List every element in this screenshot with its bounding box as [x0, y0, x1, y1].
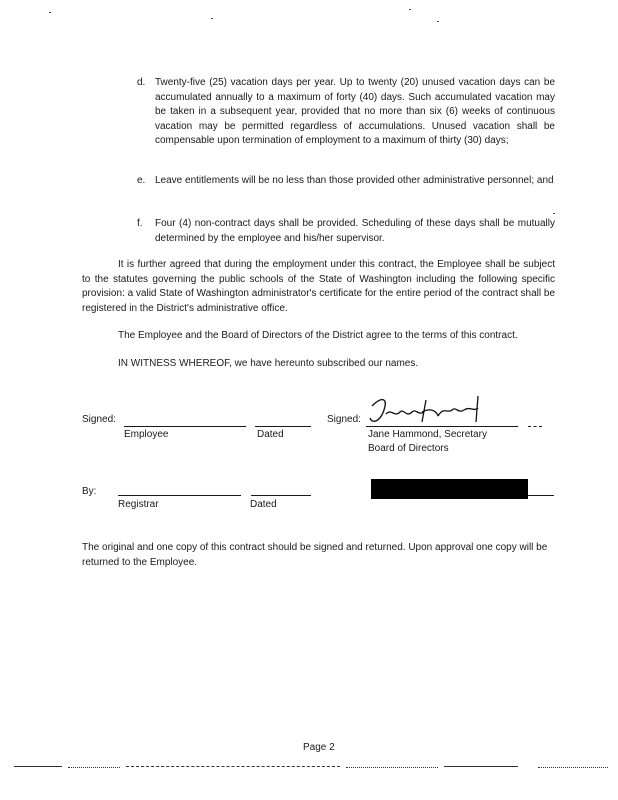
registrar-label: Registrar [118, 499, 159, 510]
dated-label-1: Dated [257, 429, 284, 440]
by-label: By: [82, 486, 97, 497]
return-instructions-paragraph: The original and one copy of this contract should be signed and returned. Upon approval one copy will be returned to the Employee. [82, 542, 548, 568]
registrar-date-line[interactable] [251, 495, 311, 496]
scan-speck [553, 213, 555, 214]
list-item-text: Leave entitlements will be no less than those provided other administrative personnel; and [155, 175, 554, 186]
footer-scan-line [346, 767, 438, 768]
terms-paragraph: The Employee and the Board of Directors of the District agree to the terms of this contract. [118, 330, 518, 341]
employee-signature-line[interactable] [124, 426, 246, 427]
footer-scan-line [14, 766, 62, 767]
employee-label: Employee [124, 429, 169, 440]
list-marker: e. [137, 175, 146, 186]
dated-label-2: Dated [250, 499, 277, 510]
secretary-date-line[interactable] [528, 426, 542, 427]
list-item-d [137, 76, 555, 149]
list-item-text: Twenty-five (25) vacation days per year. Up to twenty (20) unused vacation days can be accumulated annually to a maximum of forty (40) days. Such accumulated vacation may be taken in a subsequent year, provided that no more than six (6) weeks of continuous vacation may be permitted regardless of accumulations. Unused vacation shall be compensable upon termination of employment to a maximum of thirty (30) days; [155, 77, 555, 146]
board-label: Board of Directors [368, 443, 449, 454]
scan-speck [437, 21, 439, 22]
secretary-name: Jane Hammond, Secretary [368, 429, 487, 440]
list-item-text: Four (4) non-contract days shall be provided. Scheduling of these days shall be mutually determined by the employee and his/her supervisor. [155, 218, 555, 244]
footer-scan-line [444, 766, 518, 767]
signed-label-right: Signed: [327, 414, 361, 425]
redacted-signature-line[interactable] [528, 495, 554, 496]
employee-date-line[interactable] [255, 426, 311, 427]
secretary-signature-line[interactable] [366, 426, 518, 427]
scan-speck [409, 9, 411, 10]
agreement-paragraph: It is further agreed that during the employment under this contract, the Employee shall be subject to the statutes governing the public schools of the State of Washington including the following specific provision: a valid State of Washington administrator's certificate for the entire period of the contract shall be registered in the District's administrative office. [82, 259, 555, 314]
footer-scan-line [126, 766, 340, 767]
registrar-signature-line[interactable] [118, 495, 241, 496]
scan-speck [49, 12, 51, 13]
footer-scan-line [538, 767, 608, 768]
footer-scan-line [68, 767, 120, 768]
list-marker: d. [137, 77, 146, 88]
list-marker: f. [137, 218, 143, 229]
page-number: Page 2 [303, 742, 335, 753]
list-item-e [137, 174, 555, 189]
list-item-f [137, 217, 555, 246]
witness-paragraph: IN WITNESS WHEREOF, we have hereunto subscribed our names. [118, 358, 419, 369]
scan-speck [211, 18, 213, 19]
signed-label-left: Signed: [82, 414, 116, 425]
redaction-box [371, 479, 528, 499]
